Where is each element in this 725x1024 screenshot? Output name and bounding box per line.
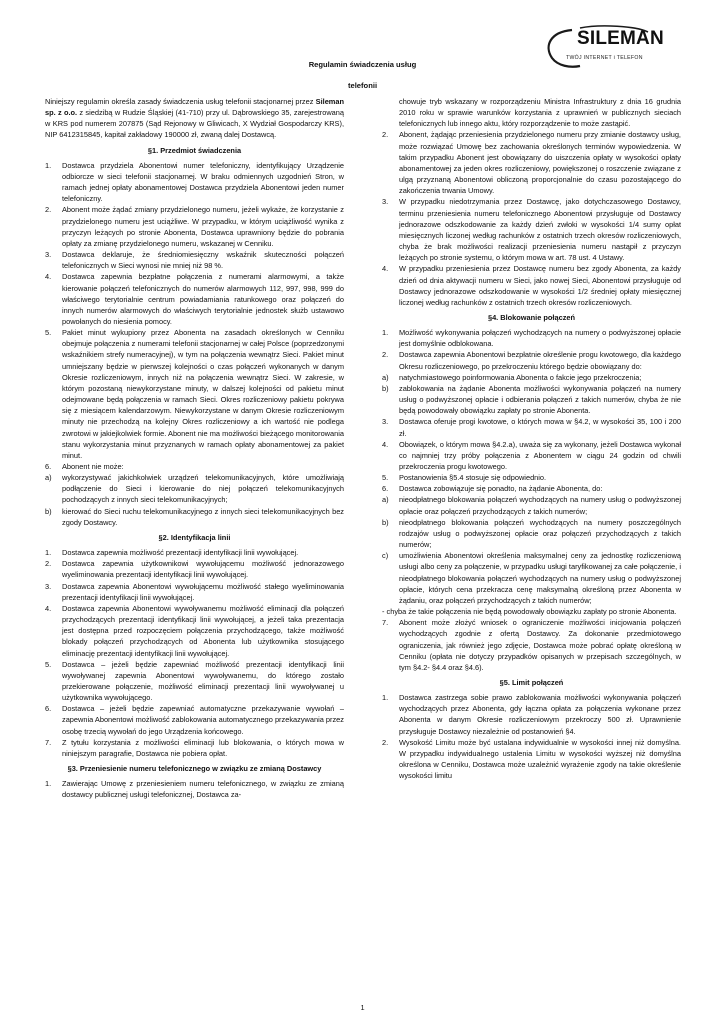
section-heading: §2. Identyfikacja linii xyxy=(158,532,231,542)
list-item xyxy=(382,129,681,196)
list-item-number: 4. xyxy=(382,439,389,449)
list-item-number: 7. xyxy=(382,618,389,628)
company-name: Sileman sp. z o.o. xyxy=(45,97,344,118)
list-item xyxy=(382,517,681,550)
list-item-text: Dostawca – jeżeli będzie zapewniać automatyczne przekazywanie wywołań – zapewnia Abonentowi możliwość zablokowania automatycznego przekazywania przez osobę trzecią wywołań do jego Urządzenia końcowego. xyxy=(62,704,344,736)
left-column xyxy=(45,96,344,801)
list-item-continuation: chowuje tryb wskazany w rozporządzeniu Ministra Infrastruktury z dnia 16 grudnia 2010 roku w sprawie warunków korzystania z uprawnień w publicznych sieciach telefonicznych lub innego aktu, który rozporządzenie to może zastąpić. xyxy=(399,97,681,129)
list-item-number: 4. xyxy=(382,264,389,274)
document-title: Regulamin świadczenia usług xyxy=(308,60,417,69)
list-item xyxy=(45,547,344,558)
list-item-number: c) xyxy=(382,551,389,561)
list-item xyxy=(382,737,681,782)
list-item-number: a) xyxy=(382,372,389,382)
section-3-list-cont xyxy=(382,129,681,308)
list-item-number: a) xyxy=(45,473,52,483)
list-item-text: Dostawca zapewnia Abonentowi wywoływanemu możliwość eliminacji dla połączeń przychodzących prezentacji identyfikacji linii wywołującej, a jeżeli taka prezentacja jest dostępna przed rozpoczęciem połączenia przychodzącego, także możliwość blokady połączeń przychodzących od Abonenta lub użytkownika stosującego eliminację prezentacji identyfikacji linii wywołującej. xyxy=(62,603,344,658)
list-item-text: Abonent, żądając przeniesienia przydzielonego numeru przy zmianie dostawcy usług, może rozwiązać Umowę bez zachowania określonych terminów wypowiedzenia. W takim przypadku Abonent jest obowiązany do uiszczenia opłaty w wysokości opłaty abonamentowej za jeden okres rozliczeniowy, powiększonej o roszczenie związane z ulgą przyznaną Abonentowi obliczoną proporcjonalnie do czasu pozostającego do zakończenia trwania Umowy. xyxy=(399,130,681,196)
list-item-text: Dostawca zastrzega sobie prawo zablokowania możliwości wykonywania połączeń wychodzących przez Abonenta, gdy łączna opłata za połączenia wykonane przez Abonenta w danym Okresie rozliczeniowym przekroczy 500 zł. Uprawnienie przysługuje Dostawcy niezależnie od postanowień §4. xyxy=(399,693,681,736)
list-item-number: 1. xyxy=(382,328,389,338)
list-item-text: Możliwość wykonywania połączeń wychodzących na numery o podwyższonej opłacie jest domyślnie odblokowana. xyxy=(399,328,681,349)
list-item xyxy=(382,472,681,483)
list-item-number: 2. xyxy=(382,737,389,747)
list-item xyxy=(382,383,681,416)
list-item-number: 5. xyxy=(45,659,52,669)
list-item-number: 1. xyxy=(382,693,389,703)
list-item-number: 3. xyxy=(45,581,52,591)
list-item-text: Postanowienia §5.4 stosuje się odpowiednio. xyxy=(399,473,547,483)
list-item xyxy=(382,550,681,606)
list-item-text: nieodpłatnego blokowania połączeń wychodzących na numery poszczególnych rodzajów usług o podwyższonej opłacie oraz połączeń przychodzących z takich numerów; xyxy=(399,517,681,550)
section-2-list xyxy=(45,547,344,759)
list-item-number: 6. xyxy=(45,704,52,714)
list-item-number: 3. xyxy=(45,250,52,260)
list-item xyxy=(45,160,344,205)
list-item-text: Abonent może żądać zmiany przydzielonego numeru, jeżeli wykaże, że korzystanie z przydzielonego numeru jest uciążliwe. W przypadku, w którym uciążliwość wynika z przyczyn leżących po stronie Abonenta, Dostawca uprawniony będzie do pobrania opłaty za zmianę przydzielonego numeru, wskazanej w Cenniku. xyxy=(62,205,344,248)
list-item-text: W przypadku niedotrzymania przez Dostawcę, jako dotychczasowego Dostawcy, terminu przeniesienia numeru telefonicznego Abonentowi przysługuje od Dostawcy jednorazowe odszkodowanie za każdy dzień zwłoki w wysokości 1/4 sumy opłat miesięcznych liczonej według rachunków z ostatnich trzech okresów rozliczeniowych, chyba że brak możliwości realizacji przeniesienia numeru nastąpił z przyczyn leżących po stronie systemu, o którym mowa w art. 78 ust. 4 Ustawy. xyxy=(399,197,681,263)
list-item xyxy=(45,461,344,472)
section-4-list-b xyxy=(382,617,681,673)
list-item xyxy=(45,558,344,580)
list-item xyxy=(45,506,344,528)
list-item-number: 5. xyxy=(45,328,52,338)
list-item-number: b) xyxy=(45,506,52,516)
list-item xyxy=(45,659,344,704)
list-item-text: Dostawca zapewnia Abonentowi wywołującemu możliwość stałego wyeliminowania prezentacji identyfikacji linii wywołującej. xyxy=(62,581,344,602)
section-3-list xyxy=(45,778,344,800)
page-number: 1 xyxy=(360,1003,365,1012)
list-item-text: Abonent nie może: xyxy=(62,462,124,471)
list-item-text: Dostawca zapewnia bezpłatne połączenia z numerami alarmowymi, a także kierowanie połączeń telefonicznych do numerów alarmowych 112, 997, 998, 999 do właściwego terytorialnie centrum powiadamiania ratunkowego oraz połączeń do innych numerów alarmowych do właściwych terytorialnie jednostek służb ustawowo powołanych do niesienia pomocy. xyxy=(62,272,344,326)
intro-paragraph: Niniejszy regulamin określa zasady świadczenia usług telefonii stacjonarnej przez Sileman sp. z o.o. z siedzibą w Rudzie Śląskiej (41-710) przy ul. Dąbrowskiego 35, zarejestrowaną w KRS pod numerem 207875 (Sąd Rejonowy w Gliwicach, X Wydział Gospodarczy KRS), NIP 6412315845, kapitał zakładowy 190000 zł, zwaną dalej Dostawcą. xyxy=(45,97,344,140)
right-column xyxy=(382,96,681,781)
list-item-text: Zawierając Umowę z przeniesieniem numeru telefonicznego, w związku ze zmianą dostawcy publicznej usługi telefonicznej, Dostawca za- xyxy=(62,779,344,800)
list-item-text: Dostawca zapewnia możliwość prezentacji identyfikacji linii wywołującej. xyxy=(62,548,299,558)
list-item-text: Dostawca zapewnia użytkownikowi wywołującemu możliwość jednorazowego wyeliminowania prezentacji identyfikacji linii wywołującej. xyxy=(62,559,344,580)
section-4-note: - chyba że takie połączenia nie będą powodowały obowiązku zapłaty po stronie Abonenta. xyxy=(382,607,677,617)
list-item-number: 3. xyxy=(382,197,389,207)
list-item-text: umożliwienia Abonentowi określenia maksymalnej ceny za jednostkę rozliczeniową usługi albo ceny za połączenie, w przypadku usługi taryfikowanej za całe połączenie, i nieodpłatnego blokowania połączeń wychodzących na numery usług o podwyższonej opłacie, których cena przekracza cenę maksymalną określoną przez Abonenta w żądaniu, oraz połączeń przychodzących z takich numerów; xyxy=(399,551,681,605)
section-4-list xyxy=(382,327,681,606)
list-item-number: 1. xyxy=(45,160,52,170)
logo-tagline: TWÓJ INTERNET i TELEFON xyxy=(566,55,643,61)
list-item xyxy=(45,472,344,505)
list-item xyxy=(382,372,681,383)
list-item xyxy=(382,494,681,516)
list-item xyxy=(45,778,344,800)
document-title-cont: telefonii xyxy=(347,81,378,90)
list-item-number: a) xyxy=(382,495,389,505)
list-item-number: 2. xyxy=(45,205,52,215)
list-item xyxy=(45,249,344,271)
list-item-text: zablokowania na żądanie Abonenta możliwości wykonywania połączeń na numery usług o podwyższonej opłacie i odbierania połączeń z takich numerów, chyba że nie będą powodowały obowiązku zapłaty po stronie Abonenta. xyxy=(399,383,681,416)
list-item-number: 2. xyxy=(382,130,389,140)
list-item xyxy=(382,263,681,308)
list-item-text: W przypadku przeniesienia przez Dostawcę numeru bez zgody Abonenta, za każdy dzień od dnia aktywacji numeru w Sieci, jako nowej Sieci, Abonentowi przysługuje od Dostawcy jednorazowe odszkodowanie w wysokości 1/2 średniej opłaty miesięcznej liczonej według rachunków z ostatnich trzech okresów rozliczeniowych. xyxy=(399,264,681,307)
list-item xyxy=(45,737,344,759)
list-item xyxy=(382,483,681,494)
list-item-number: 1. xyxy=(45,548,52,558)
list-item-number: b) xyxy=(382,517,389,527)
list-item-text: wykorzystywać jakichkolwiek urządzeń telekomunikacyjnych, które umożliwiają podłączenie do Sieci i kierowanie do niej połączeń telekomunikacyjnych pochodzących z innych sieci telekomunikacyjnych; xyxy=(62,473,344,505)
logo-text: SILEMAN xyxy=(577,28,664,49)
list-item xyxy=(382,617,681,673)
list-item-number: 3. xyxy=(382,417,389,427)
list-item xyxy=(382,692,681,737)
section-heading: §1. Przedmiot świadczenia xyxy=(147,145,242,155)
list-item-number: 7. xyxy=(45,737,52,747)
list-item-number: 1. xyxy=(45,779,52,789)
section-heading: §5. Limit połączeń xyxy=(499,677,564,687)
list-item xyxy=(382,416,681,438)
section-heading: §4. Blokowanie połączeń xyxy=(487,312,576,322)
list-item-text: nieodpłatnego blokowania połączeń wychodzących na numery usług o podwyższonej opłacie oraz połączeń przychodzących z takich numerów; xyxy=(399,495,681,516)
list-item-number: 2. xyxy=(45,559,52,569)
list-item-number: 4. xyxy=(45,272,52,282)
list-item-number: 5. xyxy=(382,473,389,483)
list-item xyxy=(45,703,344,736)
section-5-list xyxy=(382,692,681,781)
list-item-text: Dostawca deklaruje, że średniomiesięczny wskaźnik skuteczności połączeń telefonicznych w Sieci wynosi nie mniej niż 98 %. xyxy=(62,250,344,271)
list-item xyxy=(45,581,344,603)
list-item-text: Dostawca zobowiązuje się ponadto, na żądanie Abonenta, do: xyxy=(399,484,603,494)
list-item-text: Pakiet minut wykupiony przez Abonenta na zasadach określonych w Cenniku obejmuje połączenia z numerami telefonii stacjonarnej w całej Polsce (poprzedzonymi wskaźnikiem strefy numeracyjnej), w tym na połączenia wewnątrz Sieci. Pakiet minut umniejszany będzie w pierwszej kolejności o czas połączeń wykonanych w danym Okresie rozliczeniowym, innych niż na połączenia wewnątrz Sieci. W zakresie, w którym pozostaną niewykorzystane minuty, w dalszej kolejności od pakietu minut odejmowane będą połączenia w ramach Sieci. Okres rozliczeniowy pakietu pokrywa się z miesiącem kalendarzowym. Niewykorzystane w danym Okresie rozliczeniowym minuty nie przechodzą na kolejny Okres rozliczeniowy a ich wartość nie podlega zwrotowi w jakiejkolwiek formie. Abonent nie ma możliwości bieżącego monitorowania stanu wykorzystania minut przyznanych w ramach opłaty abonamentowej za pakiet minut. xyxy=(62,328,344,460)
list-item-text: Wysokość Limitu może być ustalana indywidualnie w wysokości innej niż domyślna. W przypadku indywidualnego ustalenia Limitu w wysokości wyższej niż domyślna określona w Cenniku, Dostawca może uzależnić wyrażenie zgody na takie określenie wysokości limitu xyxy=(399,737,681,781)
list-item-number: 6. xyxy=(382,484,389,494)
list-item-number: 4. xyxy=(45,603,52,613)
list-item xyxy=(45,271,344,327)
list-item-number: b) xyxy=(382,383,389,393)
list-item-text: kierować do Sieci ruchu telekomunikacyjnego z innych sieci telekomunikacyjnych bez zgody Dostawcy. xyxy=(62,506,344,527)
list-item xyxy=(45,327,344,461)
list-item xyxy=(45,603,344,659)
list-item-text: Dostawca – jeżeli będzie zapewniać możliwość prezentacji identyfikacji linii wywoływanej zapewnia Abonentowi wywoływanemu, do którego zostało przekierowane połączenie, możliwość eliminacji prezentacji linii wywoływanej u użytkownika wywołującego. xyxy=(62,659,344,703)
list-item-text: Obowiązek, o którym mowa §4.2.a), uważa się za wykonany, jeżeli Dostawca wykonał co najmniej trzy próby połączenia z Abonentem w ciągu 24 godzin od chwili przekroczenia progu kwotowego. xyxy=(399,439,681,471)
list-item xyxy=(382,439,681,472)
list-item-number: 2. xyxy=(382,350,389,360)
list-item-text: Dostawca oferuje progi kwotowe, o których mowa w §4.2, w wysokości 35, 100 i 200 zł. xyxy=(399,417,681,438)
list-item xyxy=(382,196,681,263)
list-item-text: Dostawca zapewnia Abonentowi bezpłatnie określenie progu kwotowego, dla każdego Okresu rozliczeniowego, po przekroczeniu którego będzie obowiązany do: xyxy=(399,350,681,371)
list-item-text: natychmiastowego poinformowania Abonenta o fakcie jego przekroczenia; xyxy=(399,372,642,382)
list-item-text: Z tytułu korzystania z możliwości eliminacji lub blokowania, o których mowa w niniejszym paragrafie, Dostawca nie pobiera opłat. xyxy=(62,737,344,758)
list-item-number: 6. xyxy=(45,462,52,471)
list-item xyxy=(45,204,344,249)
list-item-text: Abonent może złożyć wniosek o ograniczenie możliwości inicjowania połączeń wychodzących zgodnie z ofertą Dostawcy. Za dokonanie przedmiotowego ograniczenia, jak również jego zdjęcie, Dostawca może pobrać opłatę określoną w Cenniku (opłata nie dotyczy przypadków opisanych w przepisach szczególnych, w tym §4.2- §4.4 oraz §4.6). xyxy=(399,618,681,672)
list-item xyxy=(382,327,681,349)
list-item xyxy=(382,349,681,371)
list-item-text: Dostawca przydziela Abonentowi numer telefoniczny, identyfikujący Urządzenie odbiorcze w sieci telefonii stacjonarnej. W braku odmiennych uzgodnień Stron, w ramach jednej opłaty abonamentowej Dostawca przydziela Abonentowi jeden numer telefoniczny. xyxy=(62,160,344,204)
section-heading: §3. Przeniesienie numeru telefonicznego w związku ze zmianą Dostawcy xyxy=(67,764,322,774)
section-1-list xyxy=(45,160,344,528)
